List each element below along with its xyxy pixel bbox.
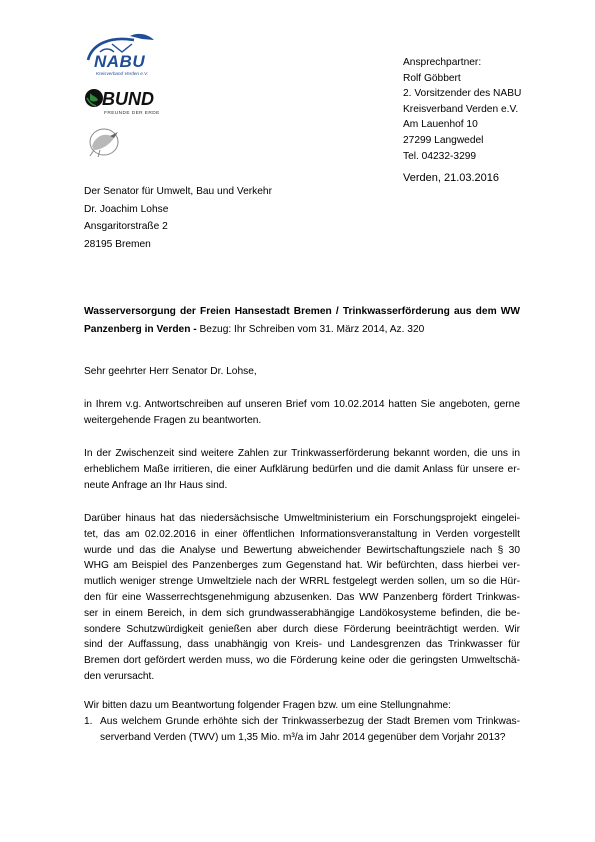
contact-line: Kreisverband Verden e.V. (403, 103, 519, 115)
paragraph-line: weitergehende Fragen zu beantworten. (84, 414, 262, 426)
earth-icon (84, 88, 104, 110)
contact-line: 27299 Langwedel (403, 134, 484, 146)
subject-title: Wasserversorgung der Freien Hansestadt Bremen / Trinkwasserförderung aus dem WW (84, 306, 520, 317)
contact-line: Tel. 04232-3299 (403, 150, 477, 162)
nabu-logo (82, 30, 164, 80)
bund-logo (82, 86, 158, 120)
list-number: 1. (84, 715, 93, 727)
contact-block (403, 55, 583, 164)
paragraph-line: Aus welchem Grunde erhöhte sich der Trinkwasserbezug der Stadt Bremen vom Trinkwas- (100, 715, 520, 727)
subject-title-cont: Panzenberg in Verden - (84, 324, 200, 335)
recipient-line: Der Senator für Umwelt, Bau und Verkehr (84, 186, 272, 197)
third-logo (82, 124, 130, 160)
bird-emblem-icon (82, 124, 130, 160)
recipient-line: 28195 Bremen (84, 238, 151, 250)
paragraph-line: In der Zwischenzeit sind weitere Zahlen zur Trinkwasserförderung bekannt worden, die uns in (84, 448, 520, 459)
contact-line: Am Lauenhof 10 (403, 119, 478, 131)
letter-date: Verden, 21.03.2016 (403, 172, 500, 184)
paragraph-line: WHG am Beispiel des Panzenberges zum Gegenstand hat. Wir befürchten, dass hierbei ver- (84, 560, 520, 572)
recipient-address (84, 183, 272, 253)
paragraph (84, 511, 520, 685)
paragraph-line: serverband Verden (TWV) um 1,35 Mio. m³/a im Jahr 2014 gegenüber dem Vorjahr 2013? (100, 731, 506, 743)
paragraph-line: in Ihrem v.g. Antwortschreiben auf unseren Brief vom 10.02.2014 hatten Sie angeboten, gerne (84, 399, 520, 410)
nabu-logo-subtext: Kreisverband Verden e.V. (96, 71, 149, 76)
bund-logo-text: BUND (102, 89, 154, 109)
paragraph-line: ser in einem Bereich, in dem sich grundwasserabhängige Landökosysteme befinden, die be- (84, 607, 520, 619)
questions-intro: Wir bitten dazu um Beantwortung folgender Fragen bzw. um eine Stellungnahme: (84, 700, 451, 711)
recipient-line: Dr. Joachim Lohse (84, 203, 169, 215)
recipient-line: Ansgaritorstraße 2 (84, 221, 168, 232)
contact-line: Ansprechpartner: (403, 57, 482, 68)
nabu-logo-text: NABU (94, 52, 146, 71)
paragraph-line: den für eine Wasserrechtsgenehmigung abzusenken. Das WW Panzenberg fördert Trinkwas- (84, 591, 520, 603)
paragraph-line: Bremen dort gefördert werden muss, wo die Förderung keine oder die geringsten Umweltschä- (84, 655, 520, 667)
paragraph-line: erheblichem Maße irritieren, die einer Aufklärung bedürfen und die damit Anlass für unsere er- (84, 463, 520, 475)
paragraph (84, 446, 520, 493)
subject-reference: Bezug: Ihr Schreiben vom 31. März 2014, Az. 320 (199, 324, 425, 335)
paragraph-line: den verursacht. (84, 670, 155, 682)
paragraph-line: wurde und das die Analyse und Bewertung abweichender Bewirtschaftungsziele nach § 30 (84, 544, 520, 556)
paragraph-line: neute Anfrage an Ihr Haus sind. (84, 479, 228, 491)
contact-line: 2. Vorsitzender des NABU (403, 88, 522, 100)
paragraph (84, 397, 520, 429)
paragraph-line: mutlich weniger strenge Umweltziele nach der WRRL festgelegt werden sollen, um so die Hür- (84, 576, 520, 588)
list-item (84, 714, 520, 746)
salutation: Sehr geehrter Herr Senator Dr. Lohse, (84, 366, 257, 377)
paragraph-line: Darüber hinaus hat das niedersächsische Umweltministerium ein Forschungsprojekt eingelei- (84, 513, 520, 524)
paragraph-line: sind der Auffassung, dass unabhängig von Kreis- und Landesgrenzen das Trinkwasser für (84, 639, 520, 651)
contact-line: Rolf Göbbert (403, 72, 461, 84)
paragraph-line: tet, das am 02.02.2016 in einer öffentlichen Informationsveranstaltung in Verden vorgestellt (84, 528, 520, 540)
bund-logo-subtext: FREUNDE DER ERDE (104, 111, 160, 116)
paragraph-line: sondere Schutzwürdigkeit genießen aber durch diese Förderung beeinträchtigt werden. Wir (84, 623, 520, 635)
subject-line (84, 303, 520, 339)
questions-section (84, 698, 520, 745)
